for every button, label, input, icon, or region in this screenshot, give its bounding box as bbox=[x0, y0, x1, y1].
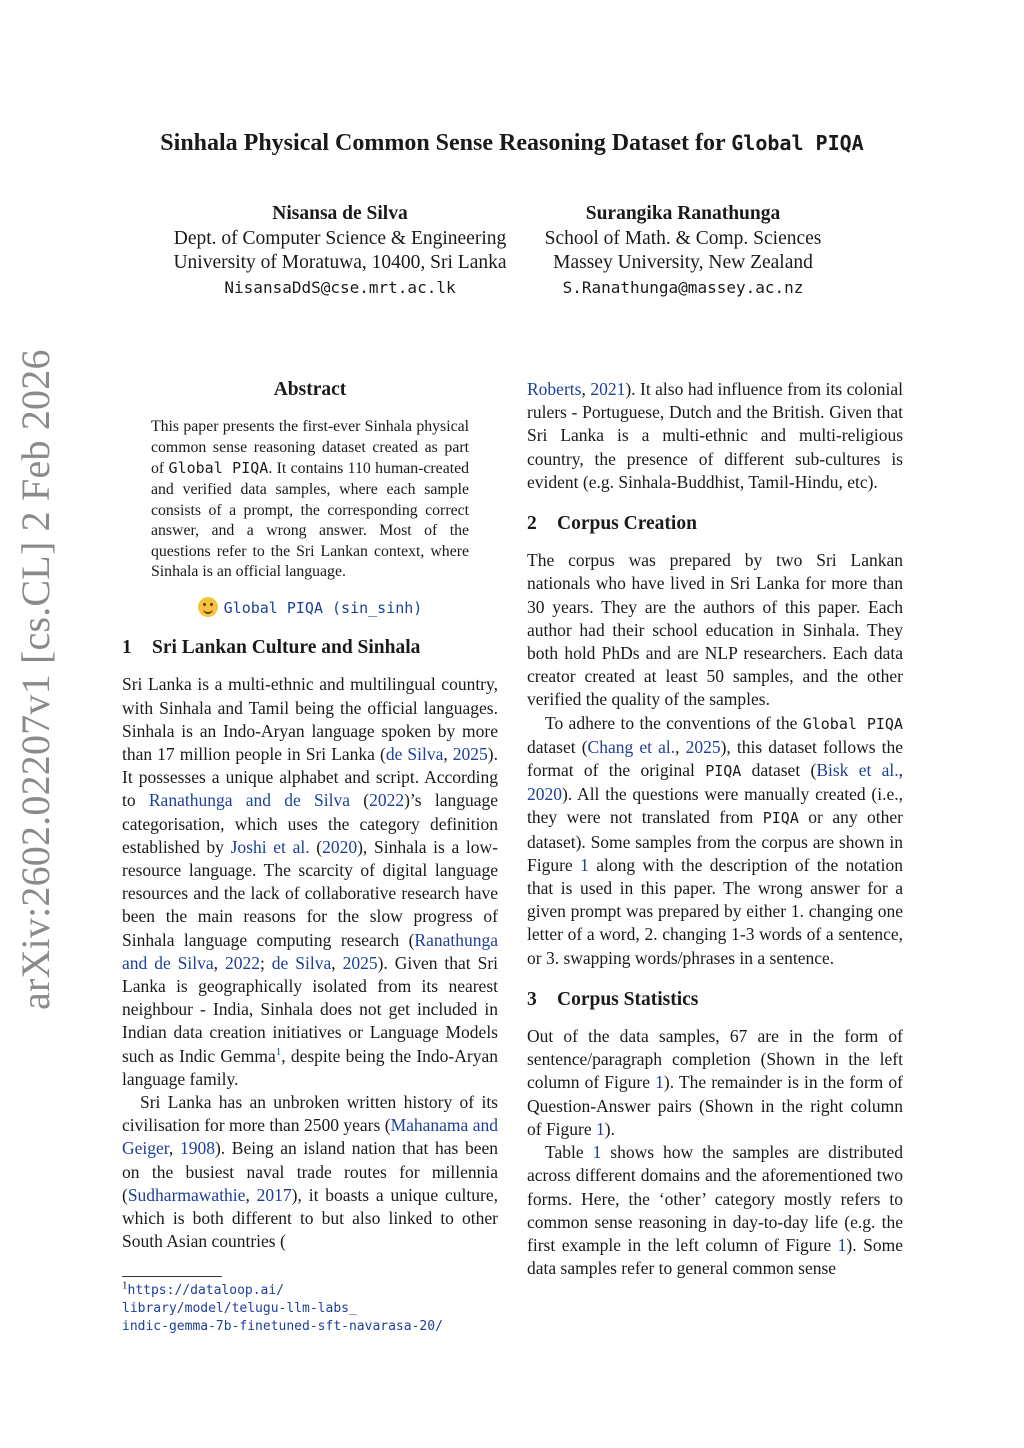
section-heading-1: 1 Sri Lankan Culture and Sinhala bbox=[122, 637, 421, 659]
citation-link[interactable]: Mahanama and Geiger bbox=[122, 1115, 498, 1159]
figure-reference-link[interactable]: 1 bbox=[596, 1118, 605, 1139]
citation-year-link[interactable]: 2025 bbox=[685, 736, 721, 757]
section-3-paragraph-2: Table 1 shows how the samples are distributed across different domains and the aforementioned two forms. Here, the ‘other’ category mostly refers to common sense reasoning in day-to-day life (e.g. the first example in the left column of Figure 1). Some data samples refer to general common sense bbox=[527, 1142, 904, 1279]
paper-title: Sinhala Physical Common Sense Reasoning Dataset for Global PIQA bbox=[160, 130, 864, 156]
citation-link[interactable]: de Silva bbox=[271, 952, 332, 973]
author-block-2 bbox=[530, 202, 836, 300]
hugging-face-icon bbox=[198, 597, 218, 617]
footnote-url[interactable]: $^1$https://dataloop.ai/ bbox=[122, 1279, 285, 1298]
citation-year-link[interactable]: 2025 bbox=[452, 743, 488, 764]
section-heading-3: 3 Corpus Statistics bbox=[527, 988, 699, 1010]
footnote-marker[interactable]: 1 bbox=[275, 1045, 282, 1058]
section-2-paragraph-1: The corpus was prepared by two Sri Lankan nationals who have lived in Sri Lanka for more than 30 years. They are the authors of this paper. Each author had their school education in Sinhala. They both hold PhDs and are NLP researchers. Each data creator created at least 50 samples, and the other verified the quality of the samples. bbox=[527, 550, 903, 710]
table-reference-link[interactable]: 1 bbox=[592, 1142, 602, 1163]
author-dept: School of Math. & Comp. Sciences bbox=[544, 227, 822, 249]
author-email[interactable]: S.Ranathunga@massey.ac.nz bbox=[562, 277, 804, 297]
citation-year-link[interactable]: 2022 bbox=[224, 952, 260, 973]
author-affiliation: Massey University, New Zealand bbox=[553, 252, 813, 273]
section-1-paragraph-1: Sri Lanka is a multi-ethnic and multilingual country, with Sinhala and Tamil being the official languages. Sinhala is an Indo-Aryan language spoken by more than 17 million people in Sri Lanka (de Silva, 2025). It possesses a unique alphabet and script. According to Ranathunga and de Silva (2022)’s language categorisation, which uses the category definition established by Joshi et al. (2020), Sinhala is a low-resource language. The scarcity of digital language resources and the lack of collaborative research have been the main reasons for the slow progress of Sinhala language computing research (Ranathunga and de Silva, 2022; de Silva, 2025). Given that Sri Lanka is geographically isolated from its nearest neighbour - India, Sinhala does not get included in Indian data creation initiatives or Language Models such as Indic Gemma$^1$, despite being the Indo-Aryan language family. bbox=[122, 674, 499, 1089]
abstract-heading: Abstract bbox=[273, 379, 347, 400]
left-column bbox=[122, 378, 498, 1253]
citation-year-link[interactable]: 2025 bbox=[342, 952, 378, 973]
figure-reference-link[interactable]: 1 bbox=[837, 1234, 847, 1255]
section-1-paragraph-2-continued: Roberts, 2021). It also had influence from its colonial rulers - Portuguese, Dutch and the British. Given that Sri Lanka is a multi-ethnic and multi-religious country, the presence of different sub-cultures is evident (e.g. Sinhala-Buddhist, Tamil-Hindu, etc). bbox=[527, 379, 903, 492]
section-2-paragraph-2: To adhere to the conventions of the Global PIQA dataset (Chang et al., 2025), this dataset follows the format of the original PIQA dataset (Bisk et al., 2020). All the questions were manually created (i.e., they were not translated from PIQA or any other dataset). Some samples from the corpus are shown in Figure 1 along with the description of the notation that is used in this paper. The wrong answer for a given prompt was prepared by either 1. changing one letter of a word, 2. changing 1-3 words of a sentence, or 3. swapping words/phrases in a sentence. bbox=[527, 712, 904, 968]
citation-link[interactable]: de Silva bbox=[385, 743, 444, 764]
footnote-url-line[interactable]: indic-gemma-7b-finetuned-sft-navarasa-20/ bbox=[122, 1319, 443, 1334]
author-dept: Dept. of Computer Science & Engineering bbox=[173, 227, 507, 249]
footnote-rule bbox=[122, 1276, 222, 1277]
author-name: Surangika Ranathunga bbox=[585, 203, 781, 224]
citation-year-link[interactable]: 1908 bbox=[179, 1138, 215, 1159]
citation-link[interactable]: Ranathunga and de Silva bbox=[122, 929, 498, 973]
citation-year-link[interactable]: 2020 bbox=[322, 836, 358, 857]
section-1-paragraph-2: Sri Lanka has an unbroken written history of its civilisation for more than 2500 years (Mahanama and Geiger, 1908). Being an island nation that has been on the busiest naval trade routes for millennia (Sudharmawathie, 2017), it boasts a unique culture, which is both different to but also linked to other South Asian countries ( bbox=[122, 1092, 499, 1252]
citation-link[interactable]: Chang et al. bbox=[587, 736, 676, 757]
global-piqa-link[interactable]: Global PIQA (sin_sinh) bbox=[122, 597, 498, 620]
citation-link[interactable]: Ranathunga and de Silva bbox=[148, 790, 350, 811]
author-affiliation: University of Moratuwa, 10400, Sri Lanka bbox=[173, 252, 507, 273]
footnote-url-line[interactable]: library/model/telugu-llm-labs_ bbox=[122, 1301, 357, 1316]
citation-link[interactable]: Roberts bbox=[527, 379, 582, 399]
author-email[interactable]: NisansaDdS@cse.mrt.ac.lk bbox=[224, 277, 456, 297]
figure-reference-link[interactable]: 1 bbox=[580, 854, 589, 875]
figure-reference-link[interactable]: 1 bbox=[655, 1072, 664, 1093]
abstract-body: This paper presents the first-ever Sinhala physical common sense reasoning dataset created as part of Global PIQA. It contains 110 human-created and verified data samples, where each sample consists of a prompt, the corresponding correct answer, and a wrong answer. Most of the questions refer to the Sri Lankan context, where Sinhala is an official language. bbox=[151, 418, 470, 581]
citation-year-link[interactable]: 2021 bbox=[590, 379, 626, 399]
footnote bbox=[122, 1276, 522, 1336]
author-block-1 bbox=[150, 202, 530, 300]
citation-link[interactable]: Bisk et al. bbox=[816, 760, 899, 781]
citation-link[interactable]: Sudharmawathie bbox=[127, 1184, 246, 1205]
citation-year-link[interactable]: 2022 bbox=[369, 790, 405, 811]
citation-link[interactable]: Joshi et al. bbox=[230, 836, 310, 857]
section-3-paragraph-1: Out of the data samples, 67 are in the form of sentence/paragraph completion (Shown in the left column of Figure 1). The remainder is in the form of Question-Answer pairs (Shown in the right column of Figure 1). bbox=[527, 1026, 903, 1139]
author-name: Nisansa de Silva bbox=[272, 203, 408, 224]
citation-year-link[interactable]: 2020 bbox=[527, 784, 562, 805]
section-heading-2: 2 Corpus Creation bbox=[527, 513, 697, 535]
citation-year-link[interactable]: 2017 bbox=[256, 1184, 292, 1205]
right-column bbox=[527, 378, 903, 1280]
arxiv-identifier: arXiv:2602.02207v1 [cs.CL] 2 Feb 2026 bbox=[13, 349, 58, 1010]
